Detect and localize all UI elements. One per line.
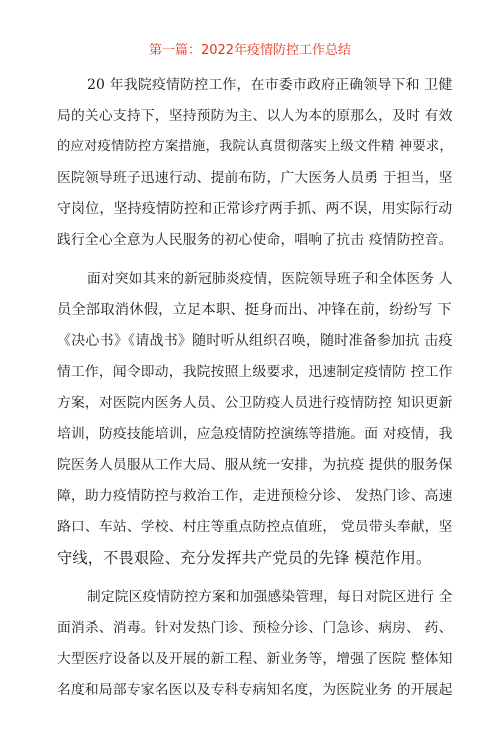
paragraph-1-line-1: 20 年我院疫情防控工作，在市委市政府正确领导下和 卫健 <box>87 77 453 93</box>
paragraph-2-line-8: 障，助力疫情防控与救治工作，走进预检分诊、 发热门诊、高速 <box>57 488 453 504</box>
paragraph-2-line-6: 培训，防疫技能培训，应急疫情防控演练等措施。面 对疫情，我 <box>57 426 453 442</box>
paragraph-3-line-2: 面消杀、消毒。针对发热门诊、预检分诊、门急诊、病房、 药、 <box>57 620 453 636</box>
paragraph-2-line-10: 守线，不畏艰险、充分发挥共产党员的先锋 模范作用。 <box>57 549 432 567</box>
paragraph-1-line-2: 局的关心支持下，坚持预防为主、以人为本的原那么，及时 有效 <box>57 108 453 124</box>
paragraph-2-line-1: 面对突如其来的新冠肺炎疫情，医院领导班子和全体医务 人 <box>87 271 453 287</box>
paragraph-2-line-4: 情工作，闻令即动，我院按照上级要求，迅速制定疫情防 控工作 <box>57 364 453 380</box>
paragraph-1-line-5: 守岗位，坚持疫情防控和正常诊疗两手抓、两不误，用实际行动 <box>57 201 453 217</box>
paragraph-1-line-3: 的应对疫情防控方案措施，我院认真贯彻落实上级文件精 神要求， <box>57 139 453 154</box>
paragraph-2-line-5: 方案，对医院内医务人员、公卫防疫人员进行疫情防控 知识更新 <box>57 395 453 411</box>
paragraph-2-line-2: 员全部取消休假，立足本职、挺身而出、冲锋在前，纷纷写 下 <box>57 302 452 318</box>
paragraph-1-line-4: 医院领导班子迅速行动、提前布防，广大医务人员勇 于担当，坚 <box>57 170 453 186</box>
document-title: 第一篇：2022年疫情防控工作总结 <box>148 43 352 58</box>
paragraph-3-line-3: 大型医疗设备以及开展的新工程、新业务等，增强了医院 整体知 <box>57 651 453 667</box>
paragraph-1-line-6: 践行全心全意为人民服务的初心使命，唱响了抗击 疫情防控音。 <box>57 232 453 248</box>
paragraph-3-line-1: 制定院区疫情防控方案和加强感染管理，每日对院区进行 全 <box>87 589 453 605</box>
paragraph-3-line-4: 名度和局部专家名医以及专科专病知名度，为医院业务 的开展起 <box>57 682 453 698</box>
paragraph-2-line-3: 《决心书》《请战书》随时听从组织召唤，随时准备参加抗 击疫 <box>57 333 453 349</box>
paragraph-2-line-9: 路口、车站、学校、村庄等重点防控点值班， 党员带头奉献，坚 <box>57 519 453 535</box>
paragraph-2-line-7: 院医务人员服从工作大局、服从统一安排，为抗疫 提供的服务保 <box>57 457 453 473</box>
